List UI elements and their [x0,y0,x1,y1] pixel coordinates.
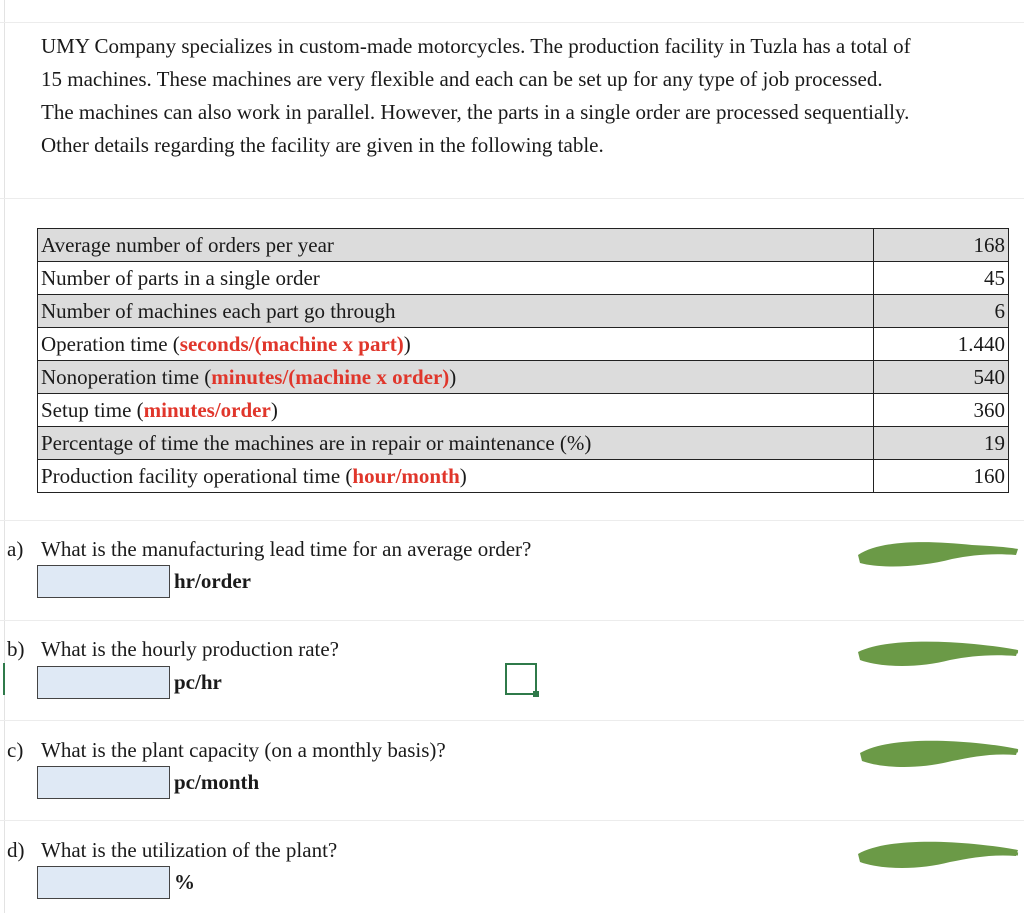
param-value-cell[interactable]: 160 [874,460,1009,493]
cell-selection-icon[interactable] [505,663,537,695]
table-row [38,460,1009,493]
intro-line: UMY Company specializes in custom-made motorcycles. The production facility in Tuzla has a total of [41,34,911,58]
answer-input-c[interactable] [37,766,170,799]
grid-row-line [0,620,1024,621]
param-label-cell[interactable] [38,262,874,295]
answer-input-d[interactable] [37,866,170,899]
param-value-cell[interactable]: 19 [874,427,1009,460]
table-row [38,295,1009,328]
param-label-cell[interactable] [38,328,874,361]
param-value-cell[interactable]: 6 [874,295,1009,328]
param-label: Percentage of time the machines are in repair or maintenance (%) [41,431,592,455]
answer-input-b[interactable] [37,666,170,699]
param-label-suffix: ) [459,464,467,488]
param-label: Number of parts in a single order [41,266,320,290]
question-letter: c) [7,738,24,762]
redaction-scribble-icon [852,632,1020,674]
param-label-suffix: ) [403,332,411,356]
param-unit: seconds/(machine x part) [179,332,404,356]
redaction-scribble-icon [852,733,1020,775]
param-value-cell[interactable]: 1.440 [874,328,1009,361]
param-label: Setup time ( [41,398,144,422]
question-a [7,535,531,563]
question-c [7,736,446,764]
grid-row-line [0,198,1024,199]
answer-unit-b: pc/hr [174,670,222,694]
table-row [38,262,1009,295]
question-text: What is the hourly production rate? [41,637,339,661]
param-unit: minutes/order [143,398,271,422]
redaction-scribble-icon [852,533,1020,575]
grid-row-line [0,820,1024,821]
redaction-scribble-icon [852,832,1020,874]
param-label-cell[interactable] [38,361,874,394]
question-letter: a) [7,537,24,561]
param-label: Number of machines each part go through [41,299,396,323]
answer-unit-d: % [174,870,195,894]
grid-row-line [0,22,1024,23]
param-value-cell[interactable]: 168 [874,229,1009,262]
param-label: Operation time ( [41,332,180,356]
intro-line: 15 machines. These machines are very flexible and each can be set up for any type of job processed. [41,67,883,91]
answer-input-a[interactable] [37,565,170,598]
answer-unit-c: pc/month [174,770,260,794]
question-b [7,635,339,663]
grid-column-line [4,0,5,913]
param-label-cell[interactable] [38,460,874,493]
question-text: What is the utilization of the plant? [41,838,338,862]
question-text: What is the manufacturing lead time for an average order? [41,537,532,561]
answer-unit-a: hr/order [174,569,251,593]
param-label: Production facility operational time ( [41,464,353,488]
param-value-cell[interactable]: 45 [874,262,1009,295]
param-unit: hour/month [352,464,460,488]
param-label-cell[interactable] [38,394,874,427]
table-row [38,394,1009,427]
param-unit: minutes/(machine x order) [211,365,450,389]
question-letter: d) [7,838,25,862]
param-label-suffix: ) [449,365,457,389]
param-value-cell[interactable]: 360 [874,394,1009,427]
param-label-cell[interactable] [38,427,874,460]
param-label-cell[interactable] [38,229,874,262]
param-value-cell[interactable]: 540 [874,361,1009,394]
param-label: Average number of orders per year [41,233,334,257]
fill-handle[interactable] [533,691,539,697]
grid-row-line [0,520,1024,521]
row-selection-marker [3,663,5,695]
table-row [38,328,1009,361]
problem-statement [41,30,1024,162]
facility-parameters-table [37,228,1009,493]
intro-line: Other details regarding the facility are given in the following table. [41,133,604,157]
table-row [38,229,1009,262]
question-d [7,836,337,864]
param-label-suffix: ) [270,398,278,422]
param-label: Nonoperation time ( [41,365,212,389]
table-row [38,361,1009,394]
question-text: What is the plant capacity (on a monthly basis)? [41,738,446,762]
grid-row-line [0,720,1024,721]
param-label-cell[interactable] [38,295,874,328]
table-row [38,427,1009,460]
question-letter: b) [7,637,25,661]
intro-line: The machines can also work in parallel. However, the parts in a single order are processed sequentially. [41,100,910,124]
